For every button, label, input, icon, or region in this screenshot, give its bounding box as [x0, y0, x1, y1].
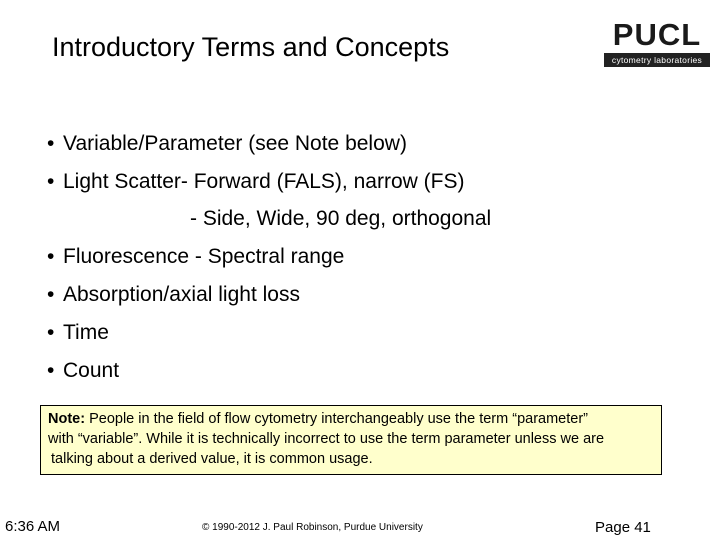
bullet-item	[47, 320, 109, 346]
note-text-3: talking about a derived value, it is common usage.	[51, 451, 373, 467]
sub-line: - Side, Wide, 90 deg, orthogonal	[190, 207, 492, 230]
bullet-dot: •	[47, 321, 55, 344]
bullet-text: Variable/Parameter (see Note below)	[63, 132, 407, 155]
bullet-dot: •	[47, 170, 55, 193]
bullet-text: Absorption/axial light loss	[63, 283, 300, 306]
bullet-item	[47, 169, 464, 195]
bullet-item	[47, 131, 407, 157]
note-line-1	[48, 409, 654, 429]
note-box	[40, 405, 662, 475]
note-label: Note:	[48, 411, 86, 427]
footer-copyright: © 1990-2012 J. Paul Robinson, Purdue University	[202, 522, 423, 533]
logo-tagline: cytometry laboratories	[604, 53, 710, 67]
bullet-dot: •	[47, 132, 55, 155]
footer-time: 6:36 AM	[5, 518, 61, 535]
logo-wordmark: PUCL	[612, 17, 702, 52]
bullet-dot: •	[47, 359, 55, 382]
footer-page-number: Page 41	[595, 519, 651, 536]
bullet-dot: •	[47, 283, 55, 306]
pucl-logo	[604, 18, 710, 70]
note-text-1: People in the field of flow cytometry interchangeably use the term “parameter”	[89, 411, 588, 427]
bullet-dot: •	[47, 245, 55, 268]
slide-title: Introductory Terms and Concepts	[52, 32, 450, 62]
note-text-2: with “variable”. While it is technically incorrect to use the term parameter unless we are	[48, 431, 605, 447]
bullet-item	[47, 244, 344, 270]
bullet-item	[47, 358, 119, 384]
bullet-text: Light Scatter- Forward (FALS), narrow (FS)	[63, 170, 465, 193]
bullet-text: Fluorescence - Spectral range	[63, 245, 345, 268]
bullet-text: Count	[63, 359, 120, 382]
bullet-item	[47, 282, 300, 308]
bullet-text: Time	[63, 321, 109, 344]
